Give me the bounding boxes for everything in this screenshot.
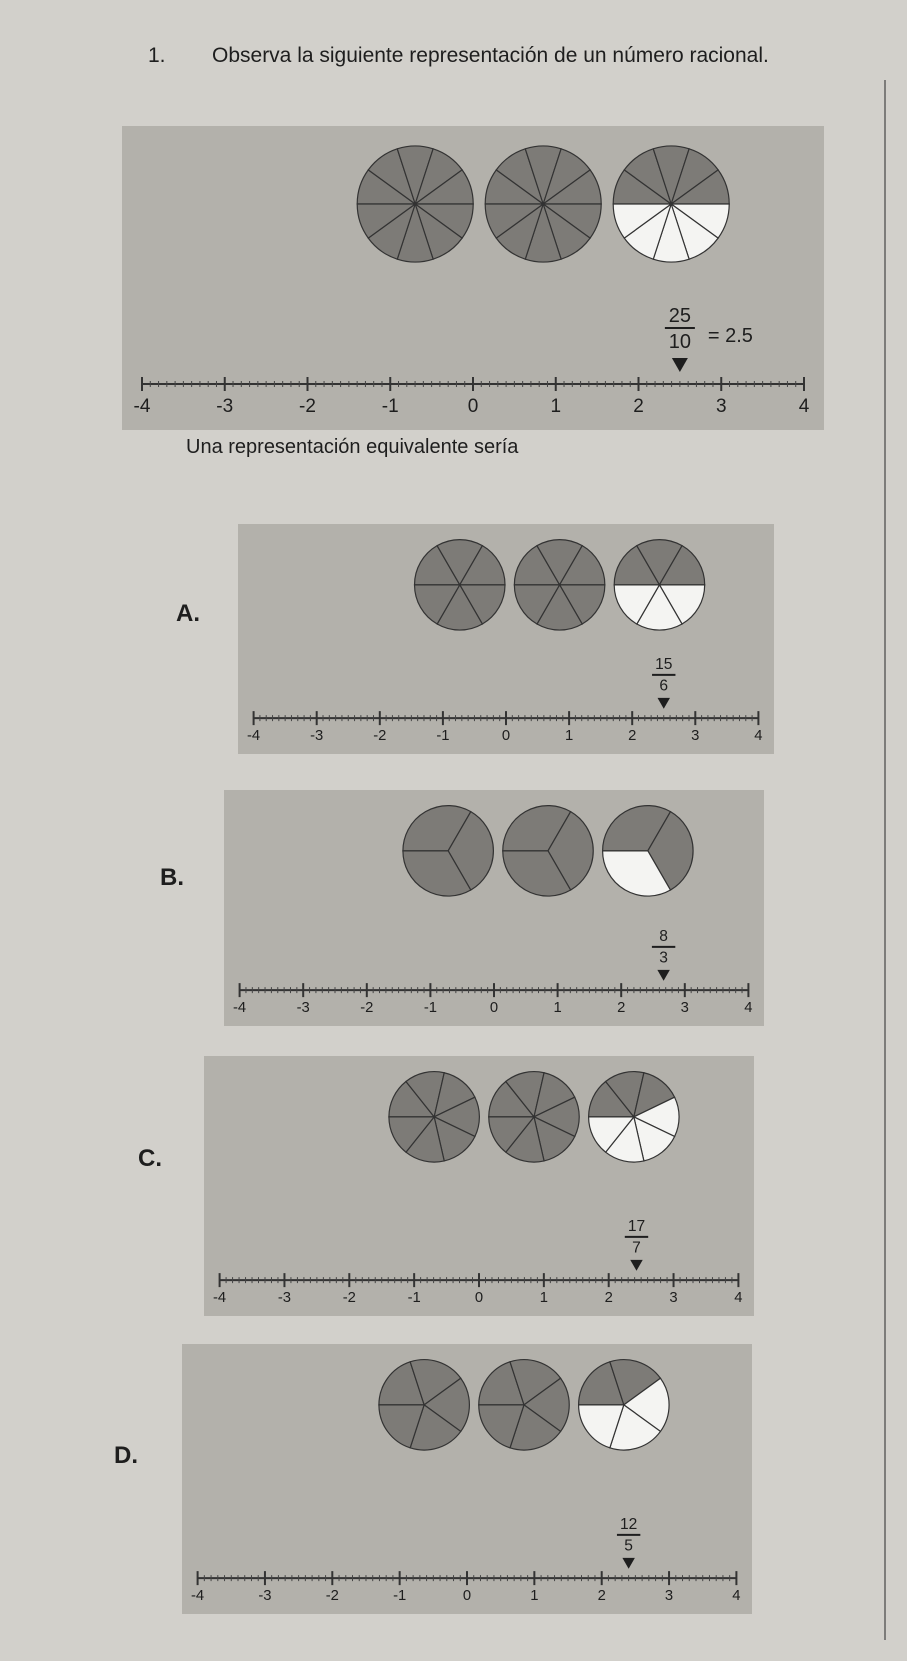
tick-label: -2	[325, 1587, 339, 1604]
tick-label: 1	[530, 1587, 539, 1604]
full-circle	[403, 806, 493, 896]
tick-label: 1	[550, 396, 562, 417]
tick-label: 2	[604, 1289, 613, 1306]
tick-label: 1	[553, 999, 562, 1016]
tick-label: 3	[680, 999, 689, 1016]
tick-label: 0	[467, 396, 479, 417]
tick-label: -3	[296, 999, 310, 1016]
tick-label: 3	[715, 396, 727, 417]
tick-label: 4	[754, 727, 763, 744]
question-number: 1.	[148, 44, 166, 67]
tick-label: -4	[213, 1289, 227, 1306]
option-a-panel[interactable]	[238, 524, 774, 754]
full-circle	[379, 1360, 469, 1450]
full-circle	[357, 146, 473, 262]
partial-circle	[614, 540, 704, 630]
full-circle	[485, 146, 601, 262]
decimal-equivalent: = 2.5	[707, 325, 753, 347]
value-marker	[630, 1260, 642, 1271]
full-circle	[415, 540, 505, 630]
fraction-denominator: 10	[668, 331, 691, 353]
tick-label: -3	[310, 727, 324, 744]
tick-label: -1	[407, 1289, 421, 1306]
main-figure-panel	[122, 126, 824, 430]
tick-label: -1	[423, 999, 437, 1016]
tick-label: 2	[633, 396, 644, 417]
partial-circle	[613, 146, 729, 262]
fraction-denominator: 6	[659, 677, 669, 695]
tick-label: 4	[798, 396, 810, 417]
fraction-numerator: 12	[619, 1515, 638, 1533]
fraction-denominator: 3	[659, 949, 668, 967]
value-marker	[672, 358, 688, 372]
tick-label: -2	[342, 1289, 356, 1306]
tick-label: -4	[247, 727, 261, 744]
option-b-letter[interactable]: B.	[160, 864, 184, 891]
question-subtitle: Una representación equivalente sería	[186, 436, 519, 458]
page-edge-line	[884, 80, 886, 1640]
full-circle	[489, 1072, 579, 1162]
tick-label: 3	[669, 1289, 678, 1306]
tick-label: -1	[436, 727, 450, 744]
tick-label: 3	[664, 1587, 674, 1604]
tick-label: 0	[474, 1289, 484, 1306]
full-circle	[479, 1360, 569, 1450]
full-circle	[514, 540, 604, 630]
tick-label: -2	[360, 999, 374, 1016]
option-b-panel[interactable]	[224, 790, 764, 1026]
tick-label: -4	[233, 999, 247, 1016]
option-c-panel[interactable]	[204, 1056, 754, 1316]
fraction-numerator: 17	[627, 1217, 646, 1235]
fraction-figure	[122, 126, 824, 430]
value-marker	[658, 698, 670, 709]
fraction-numerator: 25	[668, 305, 691, 327]
fraction-figure	[238, 524, 774, 754]
tick-label: -4	[133, 396, 151, 417]
tick-label: 1	[539, 1289, 548, 1306]
partial-circle	[603, 806, 693, 896]
tick-label: -1	[393, 1587, 407, 1604]
tick-label: -1	[381, 396, 399, 417]
tick-label: 4	[744, 999, 753, 1016]
tick-label: -3	[277, 1289, 292, 1306]
tick-label: 2	[597, 1587, 606, 1604]
tick-label: -4	[191, 1587, 205, 1604]
option-c-letter[interactable]: C.	[138, 1145, 162, 1172]
partial-circle	[579, 1360, 669, 1450]
tick-label: -3	[258, 1587, 272, 1604]
value-marker	[657, 970, 669, 981]
tick-label: -2	[299, 396, 316, 417]
tick-label: 4	[732, 1587, 741, 1604]
full-circle	[389, 1072, 479, 1162]
fraction-numerator: 8	[659, 927, 668, 945]
fraction-numerator: 15	[655, 655, 673, 673]
fraction-denominator: 5	[624, 1537, 633, 1555]
fraction-figure	[182, 1344, 752, 1614]
option-d-letter[interactable]: D.	[114, 1442, 138, 1469]
tick-label: 0	[462, 1587, 472, 1604]
tick-label: 3	[691, 727, 700, 744]
full-circle	[503, 806, 593, 896]
partial-circle	[589, 1072, 679, 1162]
tick-label: -3	[216, 396, 234, 417]
tick-label: 2	[617, 999, 626, 1016]
question-text: Observa la siguiente representación de un número racional.	[212, 44, 769, 67]
tick-label: -2	[373, 727, 387, 744]
tick-label: 2	[628, 727, 637, 744]
fraction-figure	[224, 790, 764, 1026]
value-marker	[622, 1558, 634, 1569]
tick-label: 0	[489, 999, 499, 1016]
tick-label: 4	[734, 1289, 743, 1306]
option-a-letter[interactable]: A.	[176, 600, 200, 627]
tick-label: 0	[501, 727, 511, 744]
fraction-denominator: 7	[632, 1239, 641, 1257]
tick-label: 1	[564, 727, 574, 744]
fraction-figure	[204, 1056, 754, 1316]
option-d-panel[interactable]	[182, 1344, 752, 1614]
